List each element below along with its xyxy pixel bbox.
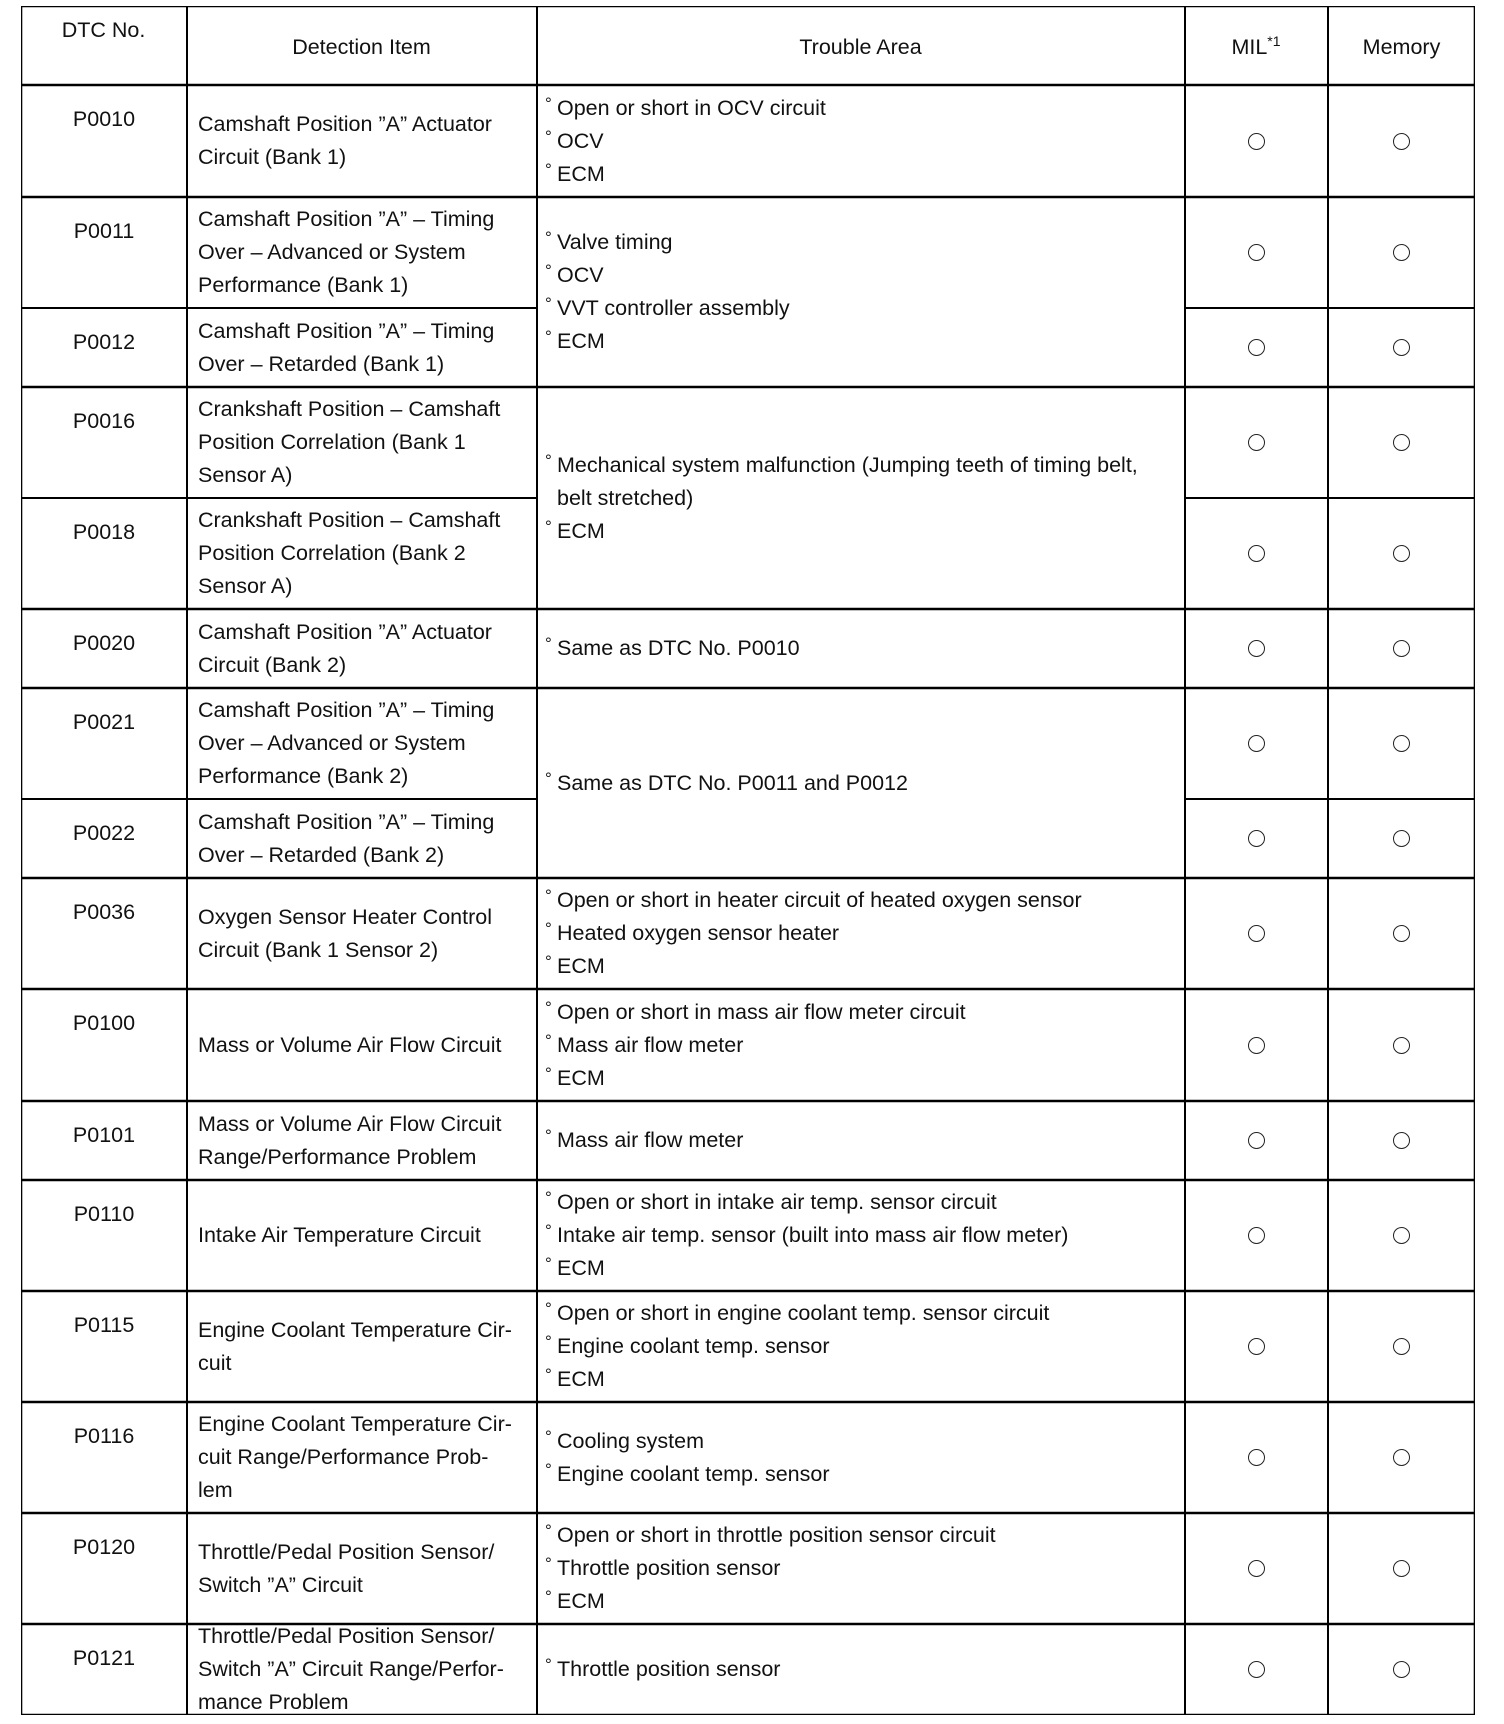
trouble-area-list	[545, 996, 966, 1095]
memory-circle-icon	[1393, 640, 1410, 657]
trouble-area-list	[545, 92, 826, 191]
trouble-area-item: ° VVT controller assembly	[545, 292, 790, 325]
detection-item-line: Over – Advanced or System	[198, 731, 466, 755]
dtc-code: P0121	[72, 1646, 136, 1670]
trouble-area-item: ° Open or short in throttle position sensor circuit	[545, 1519, 996, 1552]
trouble-area-list	[545, 1186, 1068, 1285]
detection-item	[198, 315, 494, 381]
memory-circle-icon	[1393, 434, 1410, 451]
memory-circle-icon	[1393, 339, 1410, 356]
detection-item-line: Crankshaft Position – Camshaft	[198, 508, 501, 532]
detection-item-line: Engine Coolant Temperature Cir-	[198, 1412, 512, 1436]
mil-circle-icon	[1248, 434, 1265, 451]
trouble-area-list	[545, 632, 800, 665]
detection-item-line: Camshaft Position ”A” Actuator	[198, 112, 492, 136]
detection-item-line: Camshaft Position ”A” Actuator	[198, 619, 492, 644]
detection-item-line: Camshaft Position ”A” – Timing	[198, 809, 495, 834]
trouble-area-item: ° Cooling system	[545, 1425, 830, 1458]
trouble-area-list	[545, 226, 790, 358]
memory-circle-icon	[1393, 1227, 1410, 1244]
detection-item-line: Switch ”A” Circuit Range/Perfor-	[198, 1657, 504, 1681]
mil-circle-icon	[1248, 545, 1265, 562]
detection-item-line: Circuit (Bank 1)	[198, 145, 347, 169]
detection-item	[198, 1408, 512, 1507]
trouble-area-item: ° OCV	[545, 259, 790, 292]
trouble-area-item: ° ECM	[545, 158, 826, 191]
mil-circle-icon	[1248, 640, 1265, 657]
detection-item	[198, 504, 500, 603]
detection-item-line: mance Problem	[198, 1690, 349, 1714]
detection-item-line: Mass or Volume Air Flow Circuit	[198, 1111, 502, 1136]
trouble-area-item: ° Heated oxygen sensor heater	[545, 917, 1082, 950]
dtc-code: P0120	[72, 1535, 136, 1559]
detection-item	[198, 616, 492, 682]
detection-item-line: Throttle/Pedal Position Sensor/	[198, 1539, 495, 1564]
trouble-area-list	[545, 884, 1082, 983]
memory-circle-icon	[1393, 925, 1410, 942]
detection-item	[198, 1219, 481, 1252]
detection-item-line: Circuit (Bank 1 Sensor 2)	[198, 937, 439, 962]
dtc-code: P0010	[72, 107, 136, 131]
trouble-area-item: ° Throttle position sensor	[545, 1653, 780, 1686]
trouble-area-item: ° Same as DTC No. P0011 and P0012	[545, 767, 908, 800]
detection-item	[198, 901, 492, 967]
header-mil-label: MIL	[1231, 35, 1268, 59]
memory-circle-icon	[1393, 133, 1410, 150]
trouble-area-item: ° Open or short in mass air flow meter circuit	[545, 996, 966, 1029]
detection-item	[198, 806, 494, 872]
dtc-code: P0020	[72, 631, 136, 655]
trouble-area-item: ° Valve timing	[545, 226, 790, 259]
detection-item-line: Camshaft Position ”A” – Timing	[198, 318, 495, 343]
dtc-code: P0011	[73, 219, 135, 243]
trouble-area-list	[545, 1519, 996, 1618]
memory-circle-icon	[1393, 1449, 1410, 1466]
trouble-area-item: ° Same as DTC No. P0010	[545, 632, 800, 665]
detection-item-line: Crankshaft Position – Camshaft	[198, 397, 501, 421]
trouble-area-item: ° Mechanical system malfunction (Jumping teeth of timing belt,	[545, 449, 1138, 482]
memory-circle-icon	[1393, 1037, 1410, 1054]
detection-item-line: Performance (Bank 2)	[198, 764, 409, 788]
trouble-area-item: ° Open or short in engine coolant temp. sensor circuit	[545, 1297, 1049, 1330]
mil-circle-icon	[1248, 735, 1265, 752]
dtc-code: P0016	[72, 409, 136, 433]
detection-item	[198, 1536, 494, 1602]
detection-item-line: Performance (Bank 1)	[198, 273, 409, 297]
memory-circle-icon	[1393, 1132, 1410, 1149]
detection-item-line: Intake Air Temperature Circuit	[198, 1223, 481, 1247]
trouble-area-list	[545, 449, 1138, 548]
dtc-code: P0022	[72, 821, 136, 845]
trouble-area-item: ° OCV	[545, 125, 826, 158]
header-mil-footnote: *1	[1267, 33, 1281, 49]
trouble-area-list	[545, 1297, 1049, 1396]
mil-circle-icon	[1248, 133, 1265, 150]
mil-circle-icon	[1248, 1449, 1265, 1466]
trouble-area-item: ° Throttle position sensor	[545, 1552, 996, 1585]
detection-item-line: Sensor A)	[198, 463, 293, 487]
trouble-area-list	[545, 767, 908, 800]
memory-circle-icon	[1393, 1560, 1410, 1577]
detection-item-line: Range/Performance Problem	[198, 1144, 477, 1169]
mil-circle-icon	[1248, 1560, 1265, 1577]
memory-circle-icon	[1393, 735, 1410, 752]
mil-circle-icon	[1248, 1037, 1265, 1054]
dtc-code: P0110	[73, 1202, 135, 1226]
detection-item	[198, 393, 500, 492]
dtc-code: P0116	[73, 1424, 135, 1448]
memory-circle-icon	[1393, 830, 1410, 847]
detection-item-line: Camshaft Position ”A” – Timing	[198, 698, 495, 722]
trouble-area-item: ° ECM	[545, 950, 1082, 983]
trouble-area-item: ° Open or short in OCV circuit	[545, 92, 826, 125]
mil-circle-icon	[1248, 1227, 1265, 1244]
dtc-code: P0100	[72, 1011, 136, 1035]
memory-circle-icon	[1393, 244, 1410, 261]
dtc-code: P0101	[72, 1123, 136, 1147]
detection-item-line: Camshaft Position ”A” – Timing	[198, 207, 495, 231]
detection-item	[198, 1620, 504, 1719]
dtc-code: P0115	[73, 1313, 135, 1337]
mil-circle-icon	[1248, 1661, 1265, 1678]
trouble-area-item: ° Intake air temp. sensor (built into mass air flow meter)	[545, 1219, 1068, 1252]
header-trouble-area: Trouble Area	[799, 35, 922, 59]
trouble-area-list	[545, 1653, 780, 1686]
trouble-area-item: ° Open or short in intake air temp. sensor circuit	[545, 1186, 1068, 1219]
trouble-area-item: ° ECM	[545, 1363, 1049, 1396]
trouble-area-item: ° ECM	[545, 325, 790, 358]
detection-item-line: Sensor A)	[198, 574, 293, 598]
detection-item-line: Position Correlation (Bank 2	[198, 541, 466, 565]
trouble-area-item: ° Engine coolant temp. sensor	[545, 1330, 1049, 1363]
detection-item	[198, 108, 492, 174]
mil-circle-icon	[1248, 244, 1265, 261]
detection-item-line: Oxygen Sensor Heater Control	[198, 904, 492, 929]
detection-item	[198, 694, 494, 793]
memory-circle-icon	[1393, 1661, 1410, 1678]
detection-item	[198, 1108, 501, 1174]
dtc-code: P0018	[72, 520, 136, 544]
mil-circle-icon	[1248, 925, 1265, 942]
dtc-code: P0036	[72, 900, 136, 924]
detection-item-line: Position Correlation (Bank 1	[198, 430, 466, 454]
header-memory: Memory	[1362, 35, 1441, 59]
detection-item-line: cuit	[198, 1350, 232, 1375]
detection-item	[198, 1029, 501, 1062]
memory-circle-icon	[1393, 1338, 1410, 1355]
detection-item-line: Circuit (Bank 2)	[198, 652, 347, 677]
mil-circle-icon	[1248, 339, 1265, 356]
trouble-area-item: ° ECM	[545, 1585, 996, 1618]
dtc-code: P0021	[72, 710, 136, 734]
detection-item-line: Over – Retarded (Bank 1)	[198, 351, 445, 376]
detection-item-line: Over – Advanced or System	[198, 240, 466, 264]
detection-item	[198, 203, 494, 302]
trouble-area-item: ° ECM	[545, 1252, 1068, 1285]
header-dtc-no: DTC No.	[61, 18, 146, 42]
header-mil	[1185, 31, 1327, 64]
trouble-area-item-continuation: belt stretched)	[557, 485, 694, 510]
detection-item-line: Mass or Volume Air Flow Circuit	[198, 1032, 502, 1057]
mil-circle-icon	[1248, 830, 1265, 847]
mil-circle-icon	[1248, 1338, 1265, 1355]
detection-item-line: Switch ”A” Circuit	[198, 1572, 363, 1597]
detection-item-line: Throttle/Pedal Position Sensor/	[198, 1624, 495, 1648]
header-detection-item: Detection Item	[292, 35, 431, 59]
mil-circle-icon	[1248, 1132, 1265, 1149]
detection-item-line: Over – Retarded (Bank 2)	[198, 842, 445, 867]
trouble-area-item: ° Mass air flow meter	[545, 1029, 966, 1062]
trouble-area-item: ° ECM	[545, 515, 1138, 548]
detection-item-line: lem	[198, 1478, 233, 1502]
detection-item-line: cuit Range/Performance Prob-	[198, 1445, 489, 1469]
trouble-area-item: ° Engine coolant temp. sensor	[545, 1458, 830, 1491]
memory-circle-icon	[1393, 545, 1410, 562]
detection-item-line: Engine Coolant Temperature Cir-	[198, 1317, 512, 1342]
trouble-area-item: ° Open or short in heater circuit of heated oxygen sensor	[545, 884, 1082, 917]
detection-item	[198, 1314, 512, 1380]
trouble-area-list	[545, 1124, 743, 1157]
trouble-area-item: ° ECM	[545, 1062, 966, 1095]
trouble-area-item: ° Mass air flow meter	[545, 1124, 743, 1157]
dtc-code: P0012	[72, 330, 136, 354]
trouble-area-list	[545, 1425, 830, 1491]
